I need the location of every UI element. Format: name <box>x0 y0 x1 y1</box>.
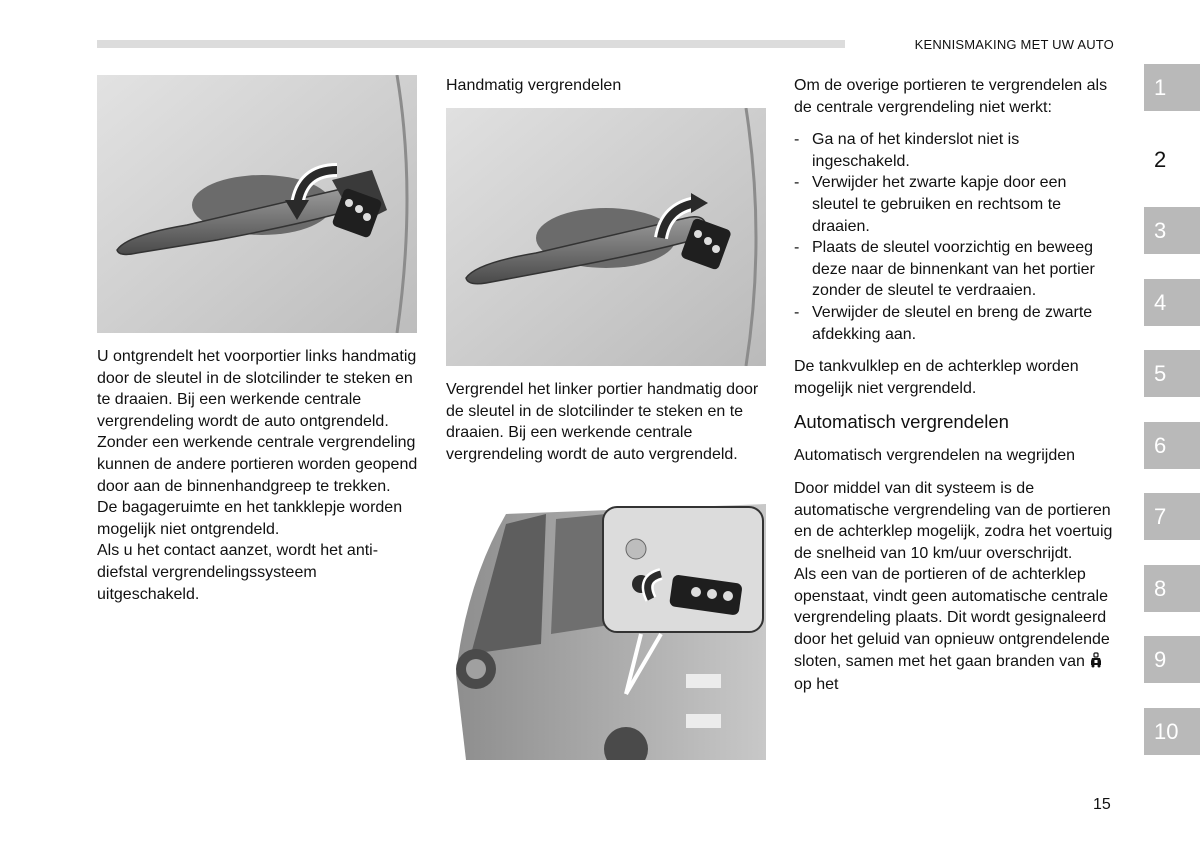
chapter-tab-5[interactable]: 5 <box>1144 350 1200 397</box>
list-item: - Verwijder de sleutel en breng de zwarte afdekking aan. <box>794 302 1114 345</box>
door-handle-unlock-illustration <box>97 75 417 333</box>
column-2-heading <box>446 75 766 97</box>
running-header: KENNISMAKING MET UW AUTO <box>914 37 1114 52</box>
column-1-text <box>97 346 419 605</box>
header-rule <box>97 40 845 48</box>
paragraph: Als u het contact aanzet, wordt het anti-diefstal vergrendelingssysteem uitgeschakeld. <box>97 542 379 603</box>
section-heading: Automatisch vergrendelen <box>794 411 1009 433</box>
paragraph: De bagageruimte en het tankklepje worden mogelijk niet ontgrendeld. <box>97 499 403 538</box>
chapter-tab-4[interactable]: 4 <box>1144 279 1200 326</box>
paragraph: U ontgrendelt het voorportier links handmatig door de sleutel in de slotcilinder te steken en te draaien. Bij een werkende centrale vergrendeling wordt de auto ontgrendeld. <box>97 348 417 430</box>
paragraph: Om de overige portieren te vergrendelen als de centrale vergrendeling niet werkt: <box>794 77 1108 116</box>
list-item: - Plaats de sleutel voorzichtig en beweeg deze naar de binnenkant van het portier zonder de sleutel te verdraaien. <box>794 237 1114 302</box>
page-number: 15 <box>1093 796 1111 813</box>
paragraph: Vergrendel het linker portier handmatig door de sleutel in de slotcilinder te steken en te draaien. Bij een werkende centrale vergrendeling wordt de auto vergrendeld. <box>446 381 759 463</box>
chapter-tab-3[interactable]: 3 <box>1144 207 1200 254</box>
column-3-text <box>794 75 1114 696</box>
column-2-text <box>446 379 768 465</box>
subheading: Automatisch vergrendelen na wegrijden <box>794 447 1076 465</box>
section-heading: Handmatig vergrendelen <box>446 77 622 94</box>
chapter-tab-6[interactable]: 6 <box>1144 422 1200 469</box>
car-lock-warning-icon <box>1089 652 1103 675</box>
door-handle-lock-svg <box>446 108 766 366</box>
van-door-lock-svg <box>446 504 766 760</box>
paragraph: Zonder een werkende centrale vergrendeling kunnen de andere portieren worden geopend door aan de binnenhandgreep te trekken. <box>97 434 418 495</box>
chapter-tab-9[interactable]: 9 <box>1144 636 1200 683</box>
door-handle-unlock-svg <box>97 75 417 333</box>
chapter-tab-7[interactable]: 7 <box>1144 493 1200 540</box>
paragraph-text: Als een van de portieren of de achterklep openstaat, vindt geen automatische centrale vergrendeling plaats. Dit wordt gesignaleerd door het geluid van opnieuw ontgrendelende sloten, samen met het gaan branden van <box>794 566 1110 670</box>
chapter-tab-8[interactable]: 8 <box>1144 565 1200 612</box>
paragraph-text: op het <box>794 676 839 694</box>
chapter-tab-1[interactable]: 1 <box>1144 64 1200 111</box>
list-item: - Verwijder het zwarte kapje door een sleutel te gebruiken en rechtsom te draaien. <box>794 172 1114 237</box>
paragraph <box>794 564 1114 696</box>
chapter-tab-10[interactable]: 10 <box>1144 708 1200 755</box>
chapter-tab-2[interactable]: 2 <box>1144 136 1200 183</box>
paragraph: Door middel van dit systeem is de automatische vergrendeling van de portieren en de achterklep mogelijk, zodra het voertuig de snelheid van 10 km/uur overschrijdt. <box>794 479 1113 562</box>
van-door-lock-illustration <box>446 504 766 760</box>
list-item: - Ga na of het kinderslot niet is ingeschakeld. <box>794 129 1114 172</box>
paragraph: De tankvulklep en de achterklep worden mogelijk niet vergrendeld. <box>794 358 1079 397</box>
steps-list <box>794 129 1114 345</box>
door-handle-lock-illustration <box>446 108 766 366</box>
